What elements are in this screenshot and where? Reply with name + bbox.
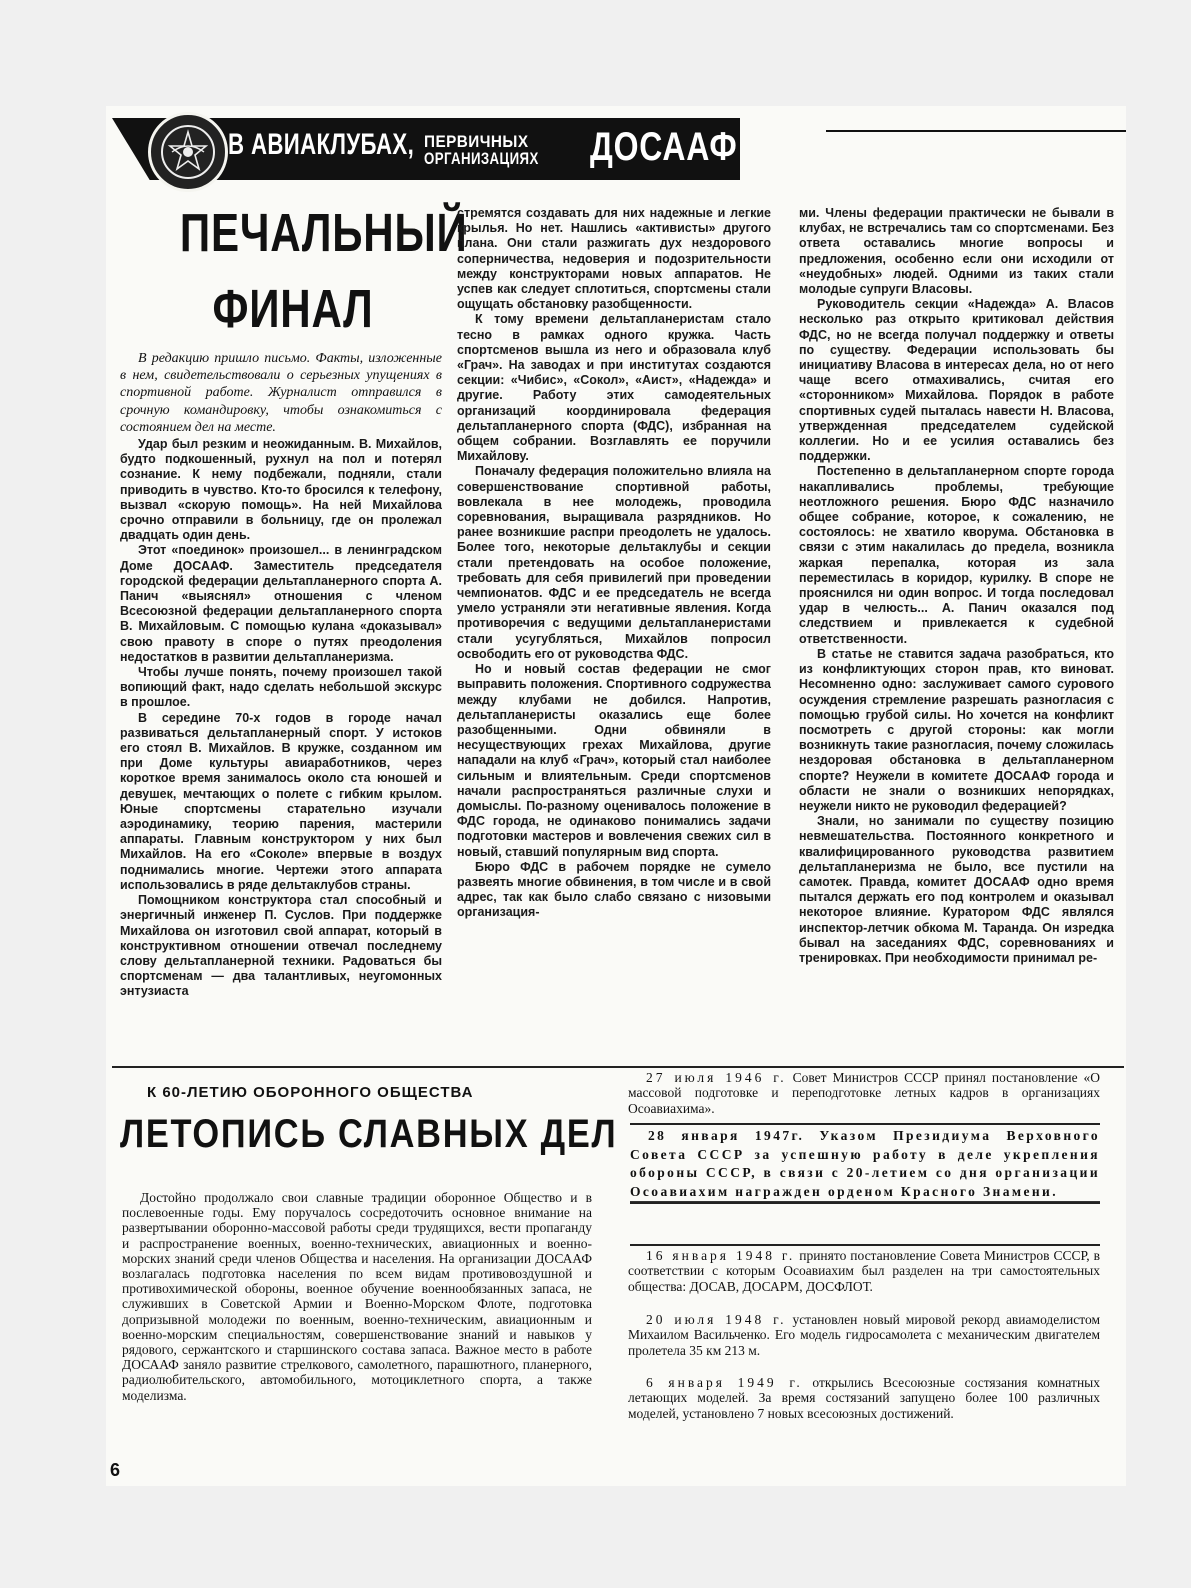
chronicle-text: открылись Всесоюзные состязания комнатных летающих моделей. За время состязаний запущено более 100 различных моделей, установлено 7 новых всесоюзных достижений.	[628, 1375, 1100, 1421]
paragraph: Поначалу федерация положительно влияла на совершенствование спортивной работы, вовлекала в нее молодежь, проводила соревнования, выращивала разрядников. Но ранее возникшие распри преодолеть не удалось. Более того, некоторые дельтаклубы и секции стали претендовать на особое положение, требовать для себя привилегий при проведении чемпионатов. ФДС и ее председатель не всегда умело устраняли эти негативные явления. Когда противоречия с ведущими дельтапланеристами стали усугубляться, Михайлов попросил освободить его от руководства ФДС.	[457, 464, 771, 661]
intro-paragraph: Достойно продолжало свои славные традиции оборонное Общество и в послевоенные годы. Ему поручалось сосредоточить основное внимание на развертывании оборонно-массовой работы среди трудящихся, вести пропаганду и распространение военных, военно-технических, авиационных и военно-морских знаний среди членов Общества и населения. На организации ДОСААФ возлагалась подготовка населения по всем видам противовоздушной и противохимической обороны, военное обучение военнообязанных запаса, не служивших в Советской Армии и Военно-Морском Флоте, подготовка допризывной молодежи по военным, военно-техническим, авиационным и военно-морским специальностям, совершенствование знаний и навыков у рядового, сержантского и старшинского состава запаса. Важное место в работе ДОСААФ заняло развитие стрелкового, самолетного, парашютного, планерного, радиолюбительского, автомобильного, мотоциклетного спорта, а также моделизма.	[122, 1190, 592, 1403]
chronicle-entry-5	[628, 1375, 1100, 1421]
header-small-top: ПЕРВИЧНЫХ	[424, 132, 529, 151]
paragraph: Бюро ФДС в рабочем порядке не сумело развеять многие обвинения, в том числе и в свой адрес, так как было слабо связано с низовыми организация-	[457, 859, 771, 920]
chronicle-entry-2	[630, 1123, 1100, 1204]
paragraph: Знали, но занимали по существу позицию невмешательства. Постоянного конкретного и квалифицированного руководства развитием дельтапланеризма не было, все пустили на самотек. Правда, комитет ДОСААФ одно время пытался держать его под контролем и оказывал некоторое влияние. Куратором ФДС являлся инспектор-летчик обкома М. Таранда. Он изредка бывал на заседаниях ФДС, соревнованиях и тренировках. При необходимости принимал ре-	[799, 814, 1114, 965]
paragraph: К тому времени дельтапланеристам стало тесно в рамках одного кружка. Часть спортсменов вышла из него и образовала клуб «Грач». На заводах и при институтах создаются секции: «Чибис», «Сокол», «Аист», «Надежда» и другие. Работу этих самодеятельных организаций координировала федерация дельтапланерного спорта (ФДС), избранная на общем собрании. Возглавлять ее поручили Михайлову.	[457, 312, 771, 464]
article-column-2	[457, 206, 771, 921]
chronicle-text: установлен новый мировой рекорд авиамоделистом Михаилом Васильченко. Его модель гидросамолета с механическим двигателем пролетела 35 км 213 м.	[628, 1312, 1101, 1358]
paragraph: Помощником конструктора стал способный и энергичный инженер П. Суслов. При поддержке Михайлова он изготовил свой аппарат, который в конструктивном отношении отвечал последнему слову дельтапланерной техники. Радоваться бы спортсменам — два талантливых, неугомонных энтузиаста	[120, 893, 442, 999]
article-column-1	[120, 437, 442, 1000]
paragraph: Чтобы лучше понять, почему произошел такой вопиющий факт, надо сделать небольшой экскурс в прошлое.	[120, 665, 442, 710]
header-small-bottom: ОРГАНИЗАЦИЯХ	[424, 149, 539, 168]
paragraph: Постепенно в дельтапланерном спорте города накапливались проблемы, требующие неотложного решения. Бюро ФДС назначило общее собрание, которое, к сожалению, не состоялось: не хватило кворума. Обстановка в связи с этим накалилась до предела, возникла жаркая перепалка, которая из зала переместилась в коридор, курилку. В споре не прояснился ни один вопрос. И тогда последовал удар в челюсть... А. Панич оказался под следствием и привлекается к судебной ответственности.	[799, 464, 1114, 646]
chronicle-title: ЛЕТОПИСЬ СЛАВНЫХ ДЕЛ	[120, 1112, 618, 1156]
chronicle-intro	[122, 1190, 592, 1403]
chronicle-text: принято постановление Совета Министров СССР, в соответствии с которым Осоавиахим был разделен на три самостоятельных общества: ДОСАВ, ДОСАРМ, ДОСФЛОТ.	[628, 1248, 1100, 1294]
article-column-3	[799, 206, 1114, 966]
article-title-line1: ПЕЧАЛЬНЫЙ	[179, 203, 468, 263]
paragraph: стремятся создавать для них надежные и легкие крылья. Но нет. Нашлись «активисты» другого плана. Они стали разжигать дух нездорового соперничества, недоверия и подозрительности между конструкторами новых аппаратов. Не успев как следует сплотиться, спортсмены стали ощущать обстановку разобщенности.	[457, 206, 771, 312]
lead-paragraph: В редакцию пришло письмо. Факты, изложенные в нем, свидетельствовали о серьезных упущениях в спортивной работе. Журналист отправился в срочную командировку, чтобы ознакомиться с состоянием дел на месте.	[120, 351, 442, 435]
page-number: 6	[110, 1460, 121, 1480]
paragraph: В статье не ставится задача разобраться, кто из конфликтующих сторон прав, кто виноват. Несомненно одно: заслуживает самого сурового осуждения стремление разрешать разногласия с помощью грубой силы. Но хочется на конфликт посмотреть с другой стороны: как могли возникнуть такие разногласия, почему сложилась нездоровая обстановка в дельтапланерном спорте? Неужели в комитете ДОСААФ города и области не знали о возникших непорядках, неужели никто не руководил федерацией?	[799, 646, 1114, 813]
paragraph: Руководитель секции «Надежда» А. Власов несколько раз открыто критиковал действия ФДС, но не всегда получал поддержку и ответы по существу. Федерации использовать бы инициативу Власова в интересах дела, но от него чаще всего отмахивались, считая его «сторонником» Михайлова. Порядок в работе спортивных судей пыталась навести Н. Власова, утвержденная председателем судейской коллегии. Но и ее усилия оставались без поддержки.	[799, 297, 1114, 464]
chronicle-entry-1	[628, 1070, 1100, 1116]
chronicle-date: 6 января 1949 г.	[646, 1375, 803, 1390]
chronicle-rule	[630, 1244, 1100, 1246]
paragraph: В середине 70-х годов в городе начал развиваться дельтапланерный спорт. У истоков его стоял В. Михайлов. В кружке, созданном им при Доме культуры авиаработников, через короткое время занималось около ста юношей и девушек, мечтающих о полете с гибким крылом. Юные спортсмены старательно изучали аэродинамику, теорию парения, мастерили аппараты. Главным конструктором у них был Михайлов. На его «Соколе» впервые в воздух поднимались многие. Чертежи этого аппарата использовались в ряде дельтаклубов страны.	[120, 710, 442, 892]
chronicle-date: 16 января 1948 г.	[646, 1248, 796, 1263]
chronicle-date: 28 января 1947г.	[648, 1128, 805, 1143]
anniversary-kicker: К 60-ЛЕТИЮ ОБОРОННОГО ОБЩЕСТВА	[147, 1084, 474, 1101]
paragraph: Этот «поединок» произошел... в ленинградском Доме ДОСААФ. Заместитель председателя городской федерации дельтапланерного спорта А. Панич «выяснял» отношения с членом Всесоюзной федерации дельтапланерного спорта В. Михайловым. С помощью кулана «доказывал» свою правоту в споре о путях преодоления недостатков в развитии дельтапланеризма.	[120, 543, 442, 664]
paragraph: Удар был резким и неожиданным. В. Михайлов, будто подкошенный, рухнул на пол и потерял сознание. К нему подбежали, подняли, стали приводить в чувство. Кто-то бросился к телефону, вызвал «скорую помощь». На ней Михайлова срочно отправили в больницу, где он пролежал двадцать один день.	[120, 437, 442, 543]
dosaaf-emblem-icon	[148, 112, 228, 192]
chronicle-text: Указом Президиума Верховного Совета СССР за успешную работу в деле укрепления обороны СССР, в связи с 20-летием со дня организации Осоавиахим награжден орденом Красного Знамени.	[630, 1128, 1100, 1199]
chronicle-date: 20 июля 1948 г.	[646, 1312, 787, 1327]
paragraph: Но и новый состав федерации не смог выправить положения. Спортивного содружества между клубами не добился. Напротив, дельтапланеристы оказались еще более разобщенными. Одни обвиняли в несуществующих грехах Михайлова, другие нападали на клуб «Грач», который стал наиболее сильным и влиятельным. Среди спортсменов начали распространяться различные слухи и домыслы. По-разному оценивалось положение в ФДС города, не одинаково понимались задачи подготовки мастеров и вовлечения свежих сил в новый, ставший популярным вид спорта.	[457, 662, 771, 859]
chronicle-text: Совет Министров СССР принял постановление «О массовой подготовке и переподготовке летных кадров в организациях Осоавиахима».	[628, 1070, 1101, 1116]
chronicle-entry-3	[628, 1248, 1100, 1294]
paragraph: ми. Члены федерации практически не бывали в клубах, не встречались там со спортсменами. Без ответа оставались многие вопросы и предложения, особенно если они исходили от «неудобных» людей. Одними из таких стали молодые супруги Власовы.	[799, 206, 1114, 297]
article-title-line2: ФИНАЛ	[212, 279, 374, 339]
chronicle-date: 27 июля 1946 г.	[646, 1070, 787, 1085]
article-lead	[120, 350, 442, 436]
header-brand: ДОСААФ	[590, 125, 738, 169]
header-prefix: В АВИАКЛУБАХ,	[228, 128, 415, 161]
article-title	[179, 195, 468, 347]
article-separator	[112, 1066, 1124, 1068]
header-rule	[826, 130, 1126, 132]
chronicle-entry-4	[628, 1312, 1100, 1358]
